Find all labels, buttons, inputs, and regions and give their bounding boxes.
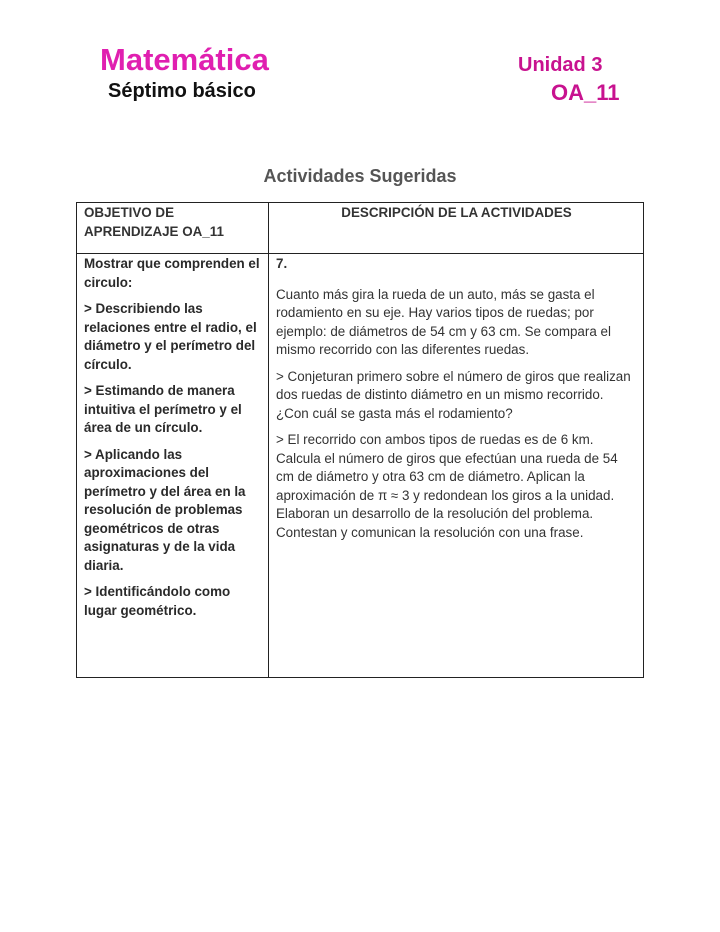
oa-label: OA_11 (551, 80, 620, 105)
objective-item: Mostrar que comprenden el circulo: (84, 256, 260, 290)
objective-item: > Describiendo las relaciones entre el radio, el diámetro y el perímetro del círculo. (84, 301, 257, 372)
unit-label: Unidad 3 (518, 54, 603, 76)
section-title: Actividades Sugeridas (263, 166, 457, 186)
objective-item: > Aplicando las aproximaciones del perímetro y del área en la resolución de problemas geométricos de otras asignaturas y de la vida diaria. (84, 446, 246, 573)
activity-paragraph: Cuanto más gira la rueda de un auto, más se gasta el rodamiento en su eje. Hay varios tipos de ruedas; por ejemplo: de diámetros de 54 cm y 63 cm. Se compara el mismo recorrido con las diferentes ruedas. (276, 286, 611, 357)
activity-paragraph: > El recorrido con ambos tipos de ruedas es de 6 km. Calcula el número de giros que efectúan una rueda de 54 cm de diámetro y otra 63 cm de diámetro. Aplican la aproximación de π ≈ 3 y redondean los giros a la unidad. Elaboran un desarrollo de la resolución del problema. Contestan y comunican la resolución con una frase. (276, 432, 618, 540)
activities-table (76, 202, 644, 678)
objective-item: > Identificándolo como lugar geométrico. (84, 584, 231, 618)
description-header: DESCRIPCIÓN DE LA ACTIVIDADES (269, 203, 644, 254)
activity-cell (269, 254, 644, 678)
activity-paragraph: > Conjeturan primero sobre el número de giros que realizan dos ruedas de distinto diámetro en un mismo recorrido. ¿Con cuál se gasta más el rodamiento? (276, 368, 631, 421)
objective-item: > Estimando de manera intuitiva el perímetro y el área de un círculo. (84, 383, 242, 435)
activity-number: 7. (276, 256, 288, 271)
objective-header: OBJETIVO DE APRENDIZAJE OA_11 (77, 203, 269, 254)
table-header-row (77, 203, 644, 254)
grade-label: Séptimo básico (108, 80, 256, 102)
objectives-cell (77, 254, 269, 678)
subject-title: Matemática (100, 42, 269, 77)
table-row (77, 254, 644, 678)
